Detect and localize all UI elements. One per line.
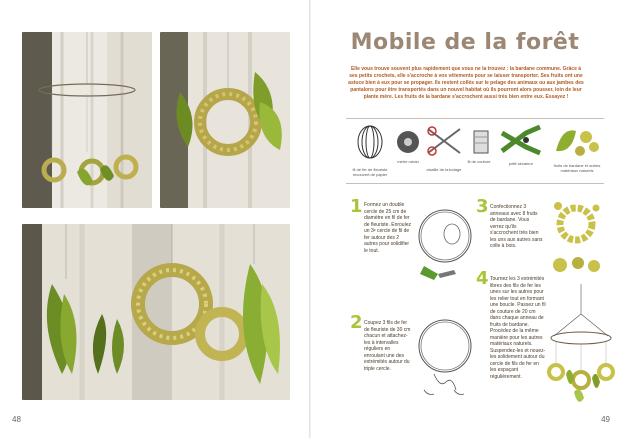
tool-label-pruner: petit sécateur <box>508 161 533 166</box>
tool-label-wire: fil de fer de fleuriste recouvert de papier <box>352 167 388 177</box>
burdock-leaves-icon <box>550 121 602 161</box>
wire-circle-with-hangers-illustration <box>414 306 476 406</box>
intro-paragraph: Elle vous trouve souvent plus rapidement que vous ne la trouvez : la bardane commune. Grâce à ses petits crochets, elle s'accroche à vos vêtements pour se laisser transporter. Ses fruits ont une astuce bien à eux pour se propager. Ils restent collés sur le pelage des animaux ou aux jambes des pantalons pour être transportés dans un nouvel habitat où ils pourront alors pousser, loin de leur plante mère. Les fruits de la bardane s'accrochent aussi très bien entre eux. Essayez ! <box>348 66 584 100</box>
tool-label-tape: mètre ruban <box>397 159 419 164</box>
pruner-icon <box>496 121 546 161</box>
page-number-right: 49 <box>601 415 610 424</box>
photo-burdock-ring-detail <box>160 32 290 208</box>
thread-spool-icon <box>470 127 492 157</box>
page-title: Mobile de la forêt <box>350 30 580 55</box>
step-3-number: 3 <box>476 196 489 217</box>
step-2-text: Coupez 3 fils de fer de fleuriste de 30 cm chacun et attachez-les à intervalles réguliers en enroulant une des extrémités autour du triple cercle. <box>364 320 411 372</box>
burdock-ring-illustration <box>548 196 604 252</box>
step-1-text: Formez un double cercle de 25 cm de diamètre en fil de fer de fleuriste. Enroulez un 3ᵉ cercle de fil de fer autour des 2 autres pour solidifier le tout. <box>364 202 411 254</box>
tape-measure-icon <box>394 129 422 155</box>
photo-mobile-hanging <box>22 32 152 208</box>
step-4-text: Tournez les 3 extrémités libres des fils de fer les unes sur les autres pour les relier tout en formant une boucle. Passez un fil de couture de 20 cm dans chaque anneau de fruits de bardane. Procédez de la même manière pour les autres matériaux naturels. Suspendez-les et nouez-les solidement autour du cercle de fils de fer en les espaçant régulièrement. <box>490 276 546 380</box>
tool-label-thread: fil de couture <box>467 159 491 164</box>
tool-label-clippers: cisaille de bricolage <box>426 167 462 172</box>
burdock-burrs-illustration <box>548 252 604 278</box>
finished-mobile-illustration <box>546 284 616 414</box>
photo-mobile-closeup <box>22 224 290 400</box>
step-2-number: 2 <box>350 312 363 333</box>
page-number-left: 48 <box>12 415 21 424</box>
right-page <box>310 0 620 438</box>
materials-strip <box>346 118 604 184</box>
tool-label-burdock: fruits de bardane et autres matériaux naturels <box>553 163 601 173</box>
clippers-icon <box>424 123 464 161</box>
step-3-text: Confectionnez 3 anneaux avec 8 fruits de bardane. Vous verrez qu'ils s'accrochent très bien les uns aux autres sans colle à bois. <box>490 204 543 249</box>
step-4-number: 4 <box>476 268 489 289</box>
wire-coil-icon <box>350 123 390 161</box>
wire-circle-illustration <box>414 196 476 286</box>
step-1-number: 1 <box>350 196 363 217</box>
